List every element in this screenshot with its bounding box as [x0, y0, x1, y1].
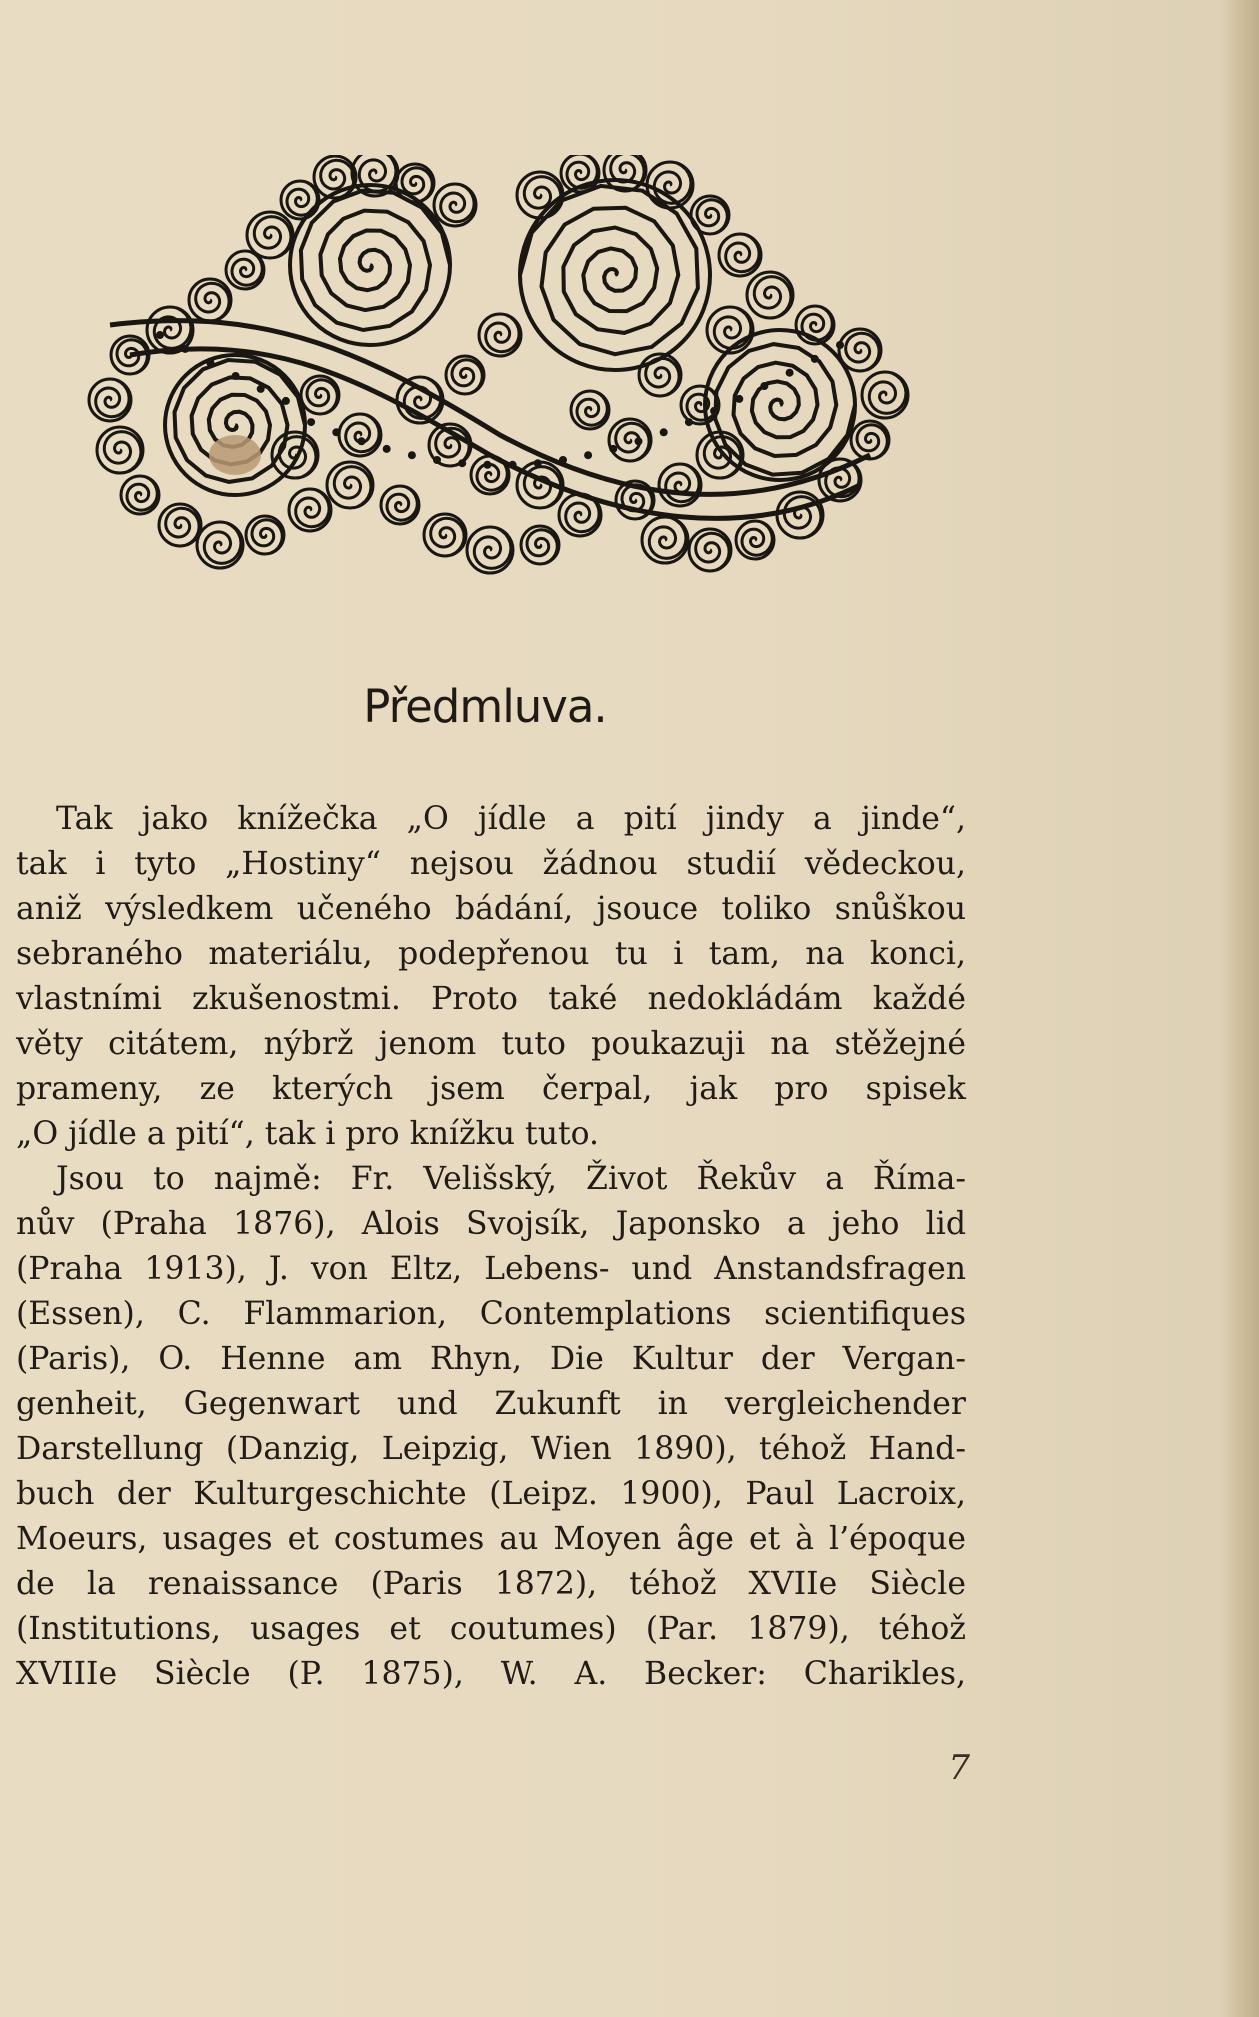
text-line: XVIIIe Siècle (P. 1875), W. A. Becker: Charikles, [16, 1656, 966, 1692]
chapter-heading: Předmluva. [363, 680, 607, 733]
text-line: aniž výsledkem učeného bádání, jsouce toliko snůškou [16, 891, 966, 927]
spiral-scroll-ornament-icon [70, 155, 910, 575]
text-line: nův (Praha 1876), Alois Svojsík, Japonsko a jeho lid [16, 1206, 966, 1242]
text-line: (Praha 1913), J. von Eltz, Lebens- und Anstandsfragen [16, 1251, 966, 1287]
text-line: sebraného materiálu, podepřenou tu i tam, na konci, [16, 936, 966, 972]
text-line: tak i tyto „Hostiny“ nejsou žádnou studií vědeckou, [16, 846, 966, 882]
page-edge-shadow [1221, 0, 1259, 2017]
text-line: buch der Kulturgeschichte (Leipz. 1900), Paul Lacroix, [16, 1476, 966, 1512]
paragraph-2 [16, 1157, 966, 1697]
text-line: prameny, ze kterých jsem čerpal, jak pro spisek [16, 1071, 966, 1107]
text-line: (Essen), C. Flammarion, Contemplations scientifiques [16, 1296, 966, 1332]
text-line: Darstellung (Danzig, Leipzig, Wien 1890), téhož Hand- [16, 1431, 966, 1467]
body-text [16, 797, 966, 1697]
text-line: „O jídle a pití“, tak i pro knížku tuto. [16, 1116, 600, 1152]
text-line: (Paris), O. Henne am Rhyn, Die Kultur der Vergan- [16, 1341, 966, 1377]
text-line: vlastními zkušenostmi. Proto také nedokládám každé [16, 981, 966, 1017]
text-line: Moeurs, usages et costumes au Moyen âge et à l’époque [16, 1521, 966, 1557]
text-line: věty citátem, nýbrž jenom tuto poukazuji na stěžejné [16, 1026, 966, 1062]
text-line: de la renaissance (Paris 1872), téhož XVIIe Siècle [16, 1566, 966, 1602]
paragraph-1 [16, 797, 966, 1157]
text-line: Tak jako knížečka „O jídle a pití jindy a jinde“, [56, 801, 966, 837]
text-line: Jsou to najmě: Fr. Velišský, Život Řekův a Říma- [56, 1161, 966, 1197]
text-line: (Institutions, usages et coutumes) (Par. 1879), téhož [16, 1611, 966, 1647]
page-number: 7 [948, 1748, 970, 1788]
text-line: genheit, Gegenwart und Zukunft in vergleichender [16, 1386, 966, 1422]
